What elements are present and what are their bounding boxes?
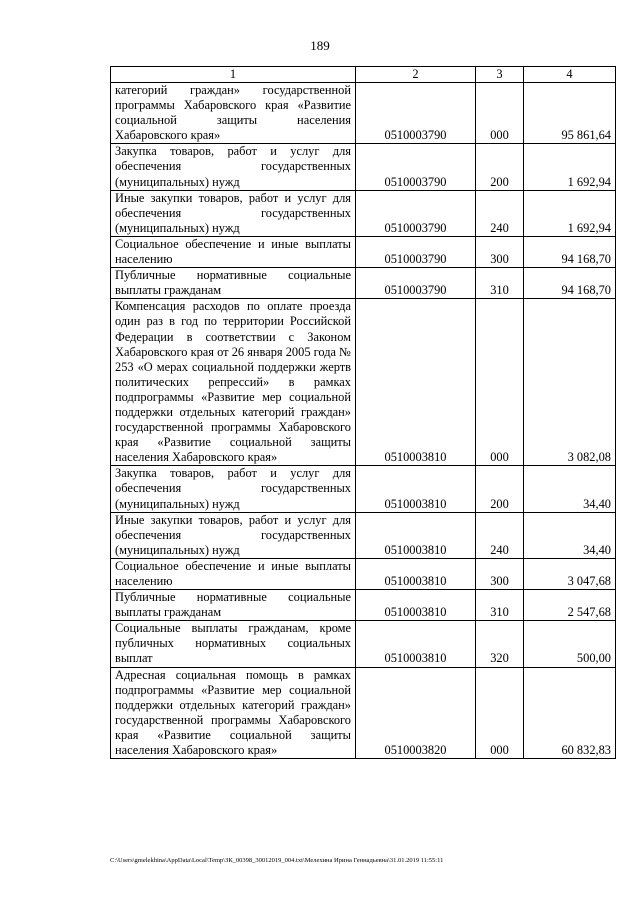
row-code-cell: 0510003810	[356, 590, 476, 621]
page-number: 189	[310, 38, 330, 53]
row-name-cell: Компенсация расходов по оплате проезда один раз в год по территории Российской Федерации в соответствии с Законом Хабаровского края от 26 января 2005 года № 253 «О мерах социальной поддержки жертв политических репрессий» в рамках подпрограммы «Развитие мер социальной поддержки отдельных категорий граждан» государственной программы Хабаровского края «Развитие социальной защиты населения Хабаровского края»	[111, 299, 356, 466]
row-name-cell: категорий граждан» государственной программы Хабаровского края «Развитие социальной защиты населения Хабаровского края»	[111, 83, 356, 144]
row-name-cell: Публичные нормативные социальные выплаты гражданам	[111, 268, 356, 299]
row-sum-cell: 500,00	[524, 621, 616, 667]
table-row	[111, 466, 616, 512]
column-header-sum: 4	[524, 67, 616, 83]
column-header-type: 3	[476, 67, 524, 83]
row-sum-cell: 3 082,08	[524, 299, 616, 466]
row-name-cell: Социальное обеспечение и иные выплаты населению	[111, 236, 356, 267]
row-type-cell: 200	[476, 144, 524, 190]
row-code-cell: 0510003790	[356, 236, 476, 267]
footer-file-path: C:\Users\gmelekhina\AppData\Local\Temp\ЗК_00398_30012019_004.txt\Мелехина Ирина Геннадьевна\31.01.2019 11:55:11	[110, 857, 444, 864]
table-row	[111, 667, 616, 759]
row-sum-cell: 2 547,68	[524, 590, 616, 621]
row-sum-cell: 94 168,70	[524, 268, 616, 299]
row-name-cell: Закупка товаров, работ и услуг для обеспечения государственных (муниципальных) нужд	[111, 466, 356, 512]
row-sum-cell: 1 692,94	[524, 144, 616, 190]
row-code-cell: 0510003790	[356, 144, 476, 190]
row-type-cell: 240	[476, 190, 524, 236]
row-code-cell: 0510003810	[356, 558, 476, 589]
row-name-cell: Социальное обеспечение и иные выплаты населению	[111, 558, 356, 589]
row-type-cell: 320	[476, 621, 524, 667]
table-row	[111, 590, 616, 621]
row-sum-cell: 34,40	[524, 466, 616, 512]
table-row	[111, 299, 616, 466]
row-name-cell: Закупка товаров, работ и услуг для обеспечения государственных (муниципальных) нужд	[111, 144, 356, 190]
row-name-cell: Публичные нормативные социальные выплаты гражданам	[111, 590, 356, 621]
row-type-cell: 300	[476, 558, 524, 589]
table-row	[111, 236, 616, 267]
row-code-cell: 0510003810	[356, 466, 476, 512]
row-name-cell: Иные закупки товаров, работ и услуг для обеспечения государственных (муниципальных) нужд	[111, 190, 356, 236]
row-sum-cell: 94 168,70	[524, 236, 616, 267]
row-name-cell: Социальные выплаты гражданам, кроме публичных нормативных социальных выплат	[111, 621, 356, 667]
table-row	[111, 144, 616, 190]
row-type-cell: 240	[476, 512, 524, 558]
table-row	[111, 190, 616, 236]
row-type-cell: 310	[476, 590, 524, 621]
row-code-cell: 0510003810	[356, 621, 476, 667]
table-row	[111, 558, 616, 589]
table-row	[111, 512, 616, 558]
row-type-cell: 000	[476, 299, 524, 466]
row-type-cell: 000	[476, 667, 524, 759]
table-header-row	[111, 67, 616, 83]
row-code-cell: 0510003790	[356, 83, 476, 144]
row-sum-cell: 95 861,64	[524, 83, 616, 144]
row-name-cell: Адресная социальная помощь в рамках подпрограммы «Развитие мер социальной поддержки отдельных категорий граждан» государственной программы Хабаровского края «Развитие социальной защиты населения Хабаровского края»	[111, 667, 356, 759]
row-sum-cell: 3 047,68	[524, 558, 616, 589]
row-code-cell: 0510003820	[356, 667, 476, 759]
table-row	[111, 83, 616, 144]
row-type-cell: 310	[476, 268, 524, 299]
table-row	[111, 621, 616, 667]
row-sum-cell: 60 832,83	[524, 667, 616, 759]
table-row	[111, 268, 616, 299]
column-header-name: 1	[111, 67, 356, 83]
row-type-cell: 000	[476, 83, 524, 144]
column-header-code: 2	[356, 67, 476, 83]
row-code-cell: 0510003790	[356, 190, 476, 236]
row-sum-cell: 34,40	[524, 512, 616, 558]
row-type-cell: 200	[476, 466, 524, 512]
row-name-cell: Иные закупки товаров, работ и услуг для обеспечения государственных (муниципальных) нужд	[111, 512, 356, 558]
row-sum-cell: 1 692,94	[524, 190, 616, 236]
row-code-cell: 0510003810	[356, 512, 476, 558]
row-code-cell: 0510003810	[356, 299, 476, 466]
row-code-cell: 0510003790	[356, 268, 476, 299]
row-type-cell: 300	[476, 236, 524, 267]
budget-table	[110, 66, 616, 759]
